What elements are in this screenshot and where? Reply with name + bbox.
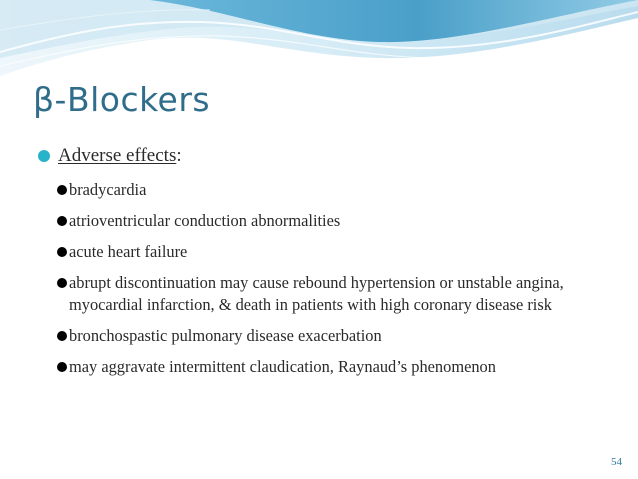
list-item — [57, 325, 623, 347]
list-item-text: atrioventricular conduction abnormalities — [69, 211, 341, 230]
page-number: 54 — [611, 456, 622, 468]
bullet-dot-icon — [57, 185, 67, 195]
list-item-text: abrupt discontinuation may cause rebound hypertension or unstable angina, myocardial infarction, & death in patients with high coronary disease risk — [69, 273, 564, 314]
list-item-text: bradycardia — [69, 180, 147, 199]
list-item — [57, 179, 623, 201]
heading-colon: : — [176, 145, 182, 166]
list-item-text: may aggravate intermittent claudication, Raynaud’s phenomenon — [69, 357, 496, 376]
list-item — [57, 356, 569, 378]
slide-content — [38, 144, 623, 387]
bullet-heading-adverse-effects — [38, 144, 623, 168]
bullet-dot-icon — [57, 216, 67, 226]
bullet-dot-icon — [57, 278, 67, 288]
slide-title: β-Blockers — [33, 80, 211, 119]
list-item-text: bronchospastic pulmonary disease exacerbation — [69, 326, 382, 345]
list-item — [57, 210, 623, 232]
bullet-dot-icon — [57, 362, 67, 372]
sub-bullet-list — [57, 179, 623, 378]
list-item-text: acute heart failure — [69, 242, 188, 261]
bullet-dot-icon — [38, 150, 50, 162]
wave-header-decoration — [0, 0, 638, 80]
bullet-dot-icon — [57, 247, 67, 257]
bullet-dot-icon — [57, 331, 67, 341]
list-item — [57, 241, 623, 263]
heading-label: Adverse effects — [58, 145, 177, 166]
list-item — [57, 272, 589, 316]
